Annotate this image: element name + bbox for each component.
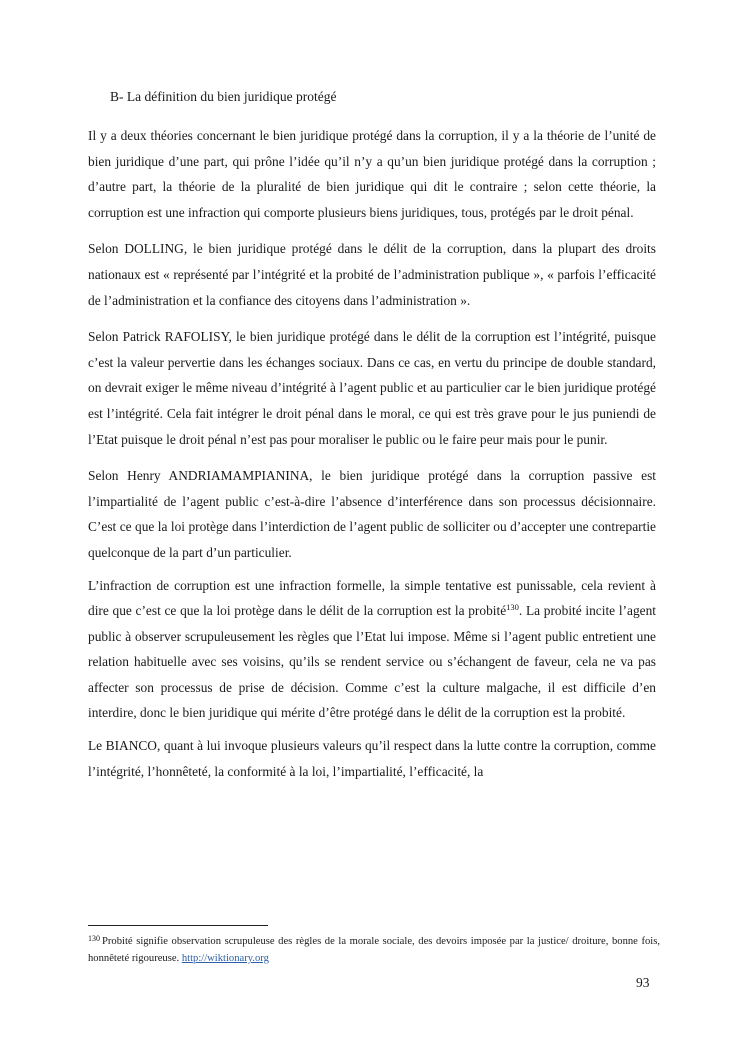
paragraph-dolling: Selon DOLLING, le bien juridique protégé dans le délit de la corruption, dans la plupart des droits nationaux est « représenté par l’intégrité et la probité de l’administration publique », « parfois l’efficacité de l’administration et la confiance des citoyens dans l’administration ». [88, 241, 656, 308]
footnote-text: Probité signifie observation scrupuleuse des règles de la morale sociale, des devoirs imposée par la justice/ droiture, bonne fois, honnêteté rigoureuse. [88, 936, 660, 964]
footnote [88, 933, 660, 967]
section-heading: B- La définition du bien juridique protégé [110, 89, 337, 104]
footnote-separator [88, 925, 268, 926]
paragraph-andriamampianina: Selon Henry ANDRIAMAMPIANINA, le bien juridique protégé dans la corruption passive est l’impartialité de l’agent public c’est-à-dire l’absence d’interférence dans son processus décisionnaire. C’est ce que la loi protège dans l’interdiction de l’agent public de solliciter ou d’accepter une contrepartie quelconque de la part d’un particulier. [88, 468, 656, 560]
paragraph-probite [88, 573, 656, 727]
paragraph-probite-text-a: L’infraction de corruption est une infraction formelle, la simple tentative est punissable, cela revient à dire que c’est ce que la loi protège dans le délit de la corruption est la probité [88, 577, 656, 619]
page-number: 93 [636, 975, 650, 990]
paragraph-bianco: Le BIANCO, quant à lui invoque plusieurs valeurs qu’il respect dans la lutte contre la corruption, comme l’intégrité, l’honnêteté, la conformité à la loi, l’impartialité, l’efficacité, la [88, 738, 656, 779]
footnote-link[interactable]: http://wiktionary.org [181, 953, 269, 964]
footnote-number: 130 [88, 934, 100, 943]
paragraph-rafolisy: Selon Patrick RAFOLISY, le bien juridique protégé dans le délit de la corruption est l’intégrité, puisque c’est la valeur pervertie dans les échanges sociaux. Dans ce cas, en vertu du principe de double standard, on devrait exiger le même niveau d’intégrité à l’agent public et au particulier car le bien juridique protégé est l’intégrité. Cela fait intégrer le droit pénal dans le moral, ce qui est très grave pour le jus puniendi de l’Etat puisque le droit pénal n’est pas pour moraliser le public ou le faire peur mais pour le punir. [88, 329, 656, 447]
paragraph-theories: Il y a deux théories concernant le bien juridique protégé dans la corruption, il y a la théorie de l’unité de bien juridique d’une part, qui prône l’idée qu’il n’y a qu’un bien juridique protégé dans la corruption ; d’autre part, la théorie de la pluralité de bien juridique qui dit le contraire ; selon cette théorie, la corruption est une infraction qui comporte plusieurs biens juridiques, tous, protégés par le droit pénal. [88, 128, 656, 220]
paragraph-probite-text-b: . La probité incite l’agent public à observer scrupuleusement les règles que l’Etat lui impose. Même si l’agent public entretient une relation habituelle avec ses voisins, qu’ils se rendent service ou s’échangent de faveur, cela ne va pas affecter son processus de prise de décision. Comme c’est la culture malgache, il est difficile d’en interdire, donc le bien juridique qui mérite d’être protégé dans le délit de la corruption est la probité. [88, 603, 656, 721]
footnote-reference[interactable]: 130 [506, 602, 519, 613]
body-text [88, 123, 656, 791]
